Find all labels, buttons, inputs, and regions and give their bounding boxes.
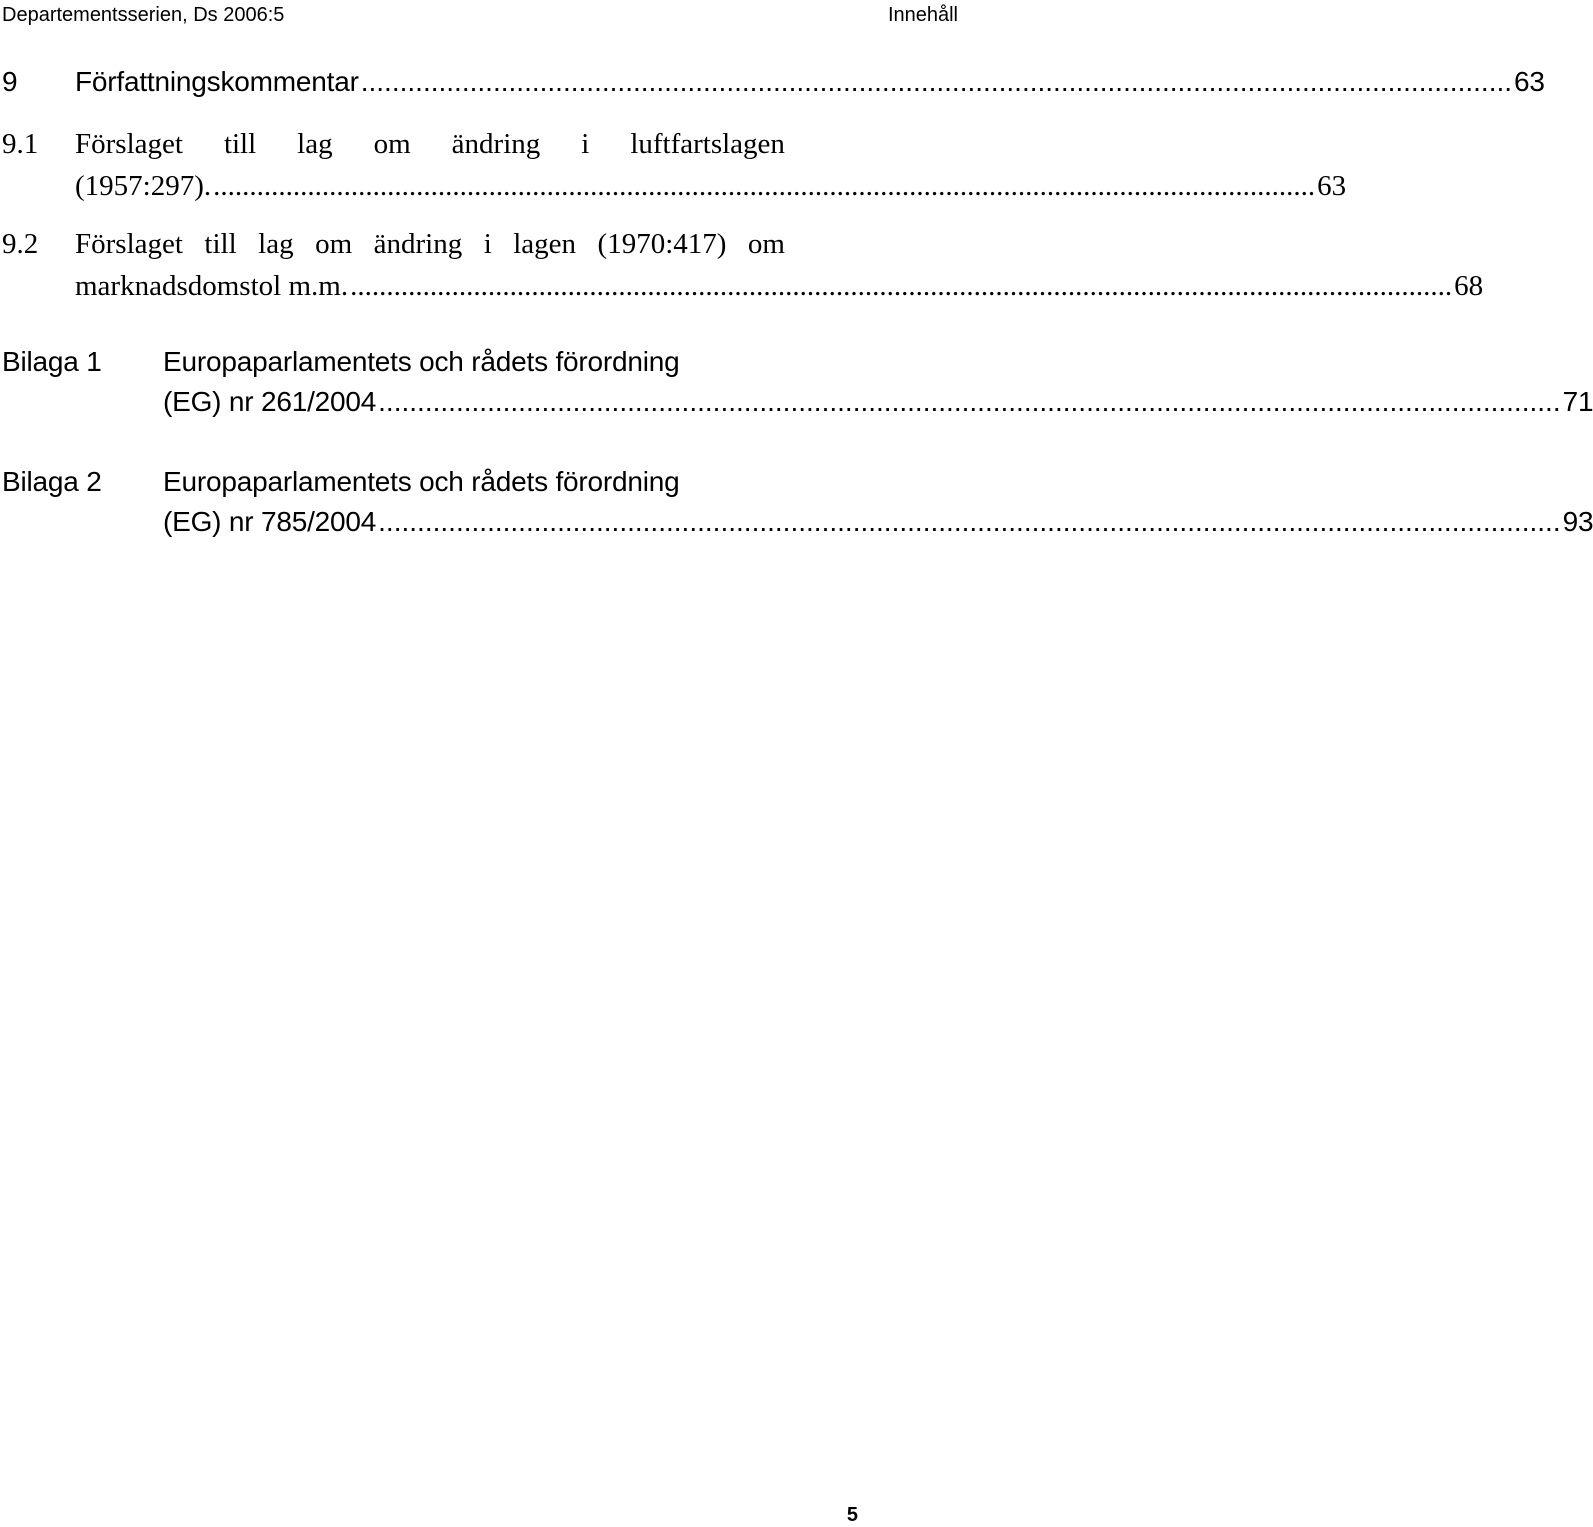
- toc-entry-page: 63: [1514, 66, 1545, 97]
- toc-entry-title-line: [163, 462, 680, 502]
- toc-entry-title-line: [163, 382, 1593, 422]
- toc-entry-title-cont: (1957:297).: [75, 170, 212, 202]
- toc-entry-9-2[interactable]: [0, 224, 1484, 308]
- title-word: lagen: [513, 228, 577, 260]
- toc-entry-title-cont: (EG) nr 785/2004: [163, 506, 377, 537]
- title-word: Förslaget: [75, 228, 183, 260]
- toc-entry-title: Författningskommentar: [75, 66, 359, 97]
- title-word: i: [581, 128, 590, 160]
- title-word: ändring: [373, 228, 463, 260]
- toc-entry-number: 9.2: [2, 228, 39, 260]
- toc-entry-title-justified: [75, 224, 785, 264]
- leader-dots: ........................................................................................................................................................: [213, 170, 1316, 202]
- toc-entry-9-1[interactable]: [0, 124, 1347, 208]
- toc-entry-number: Bilaga 1: [2, 346, 102, 377]
- toc-entry-title: Europaparlamentets och rådets förordning: [163, 346, 680, 377]
- title-word: Förslaget: [75, 128, 183, 160]
- toc-entry-title-line: [75, 224, 785, 264]
- toc-entry-page: 71: [1562, 386, 1593, 417]
- toc-entry-page: 63: [1317, 170, 1347, 202]
- title-word: till: [223, 128, 257, 160]
- title-word: lag: [297, 128, 333, 160]
- title-word: i: [483, 228, 492, 260]
- title-word: om: [747, 228, 785, 260]
- title-word: luftfartslagen: [630, 128, 785, 160]
- leader-dots: ....................................................................................................................................................: [360, 66, 1513, 97]
- page-number: 5: [846, 1504, 858, 1526]
- toc-entry-title: Europaparlamentets och rådets förordning: [163, 466, 680, 497]
- toc-entry-number: 9.1: [2, 128, 39, 160]
- toc-entry-bilaga-1[interactable]: [0, 342, 1593, 426]
- toc-entry-title-line: [75, 62, 1545, 102]
- title-word: (1970:417): [597, 228, 727, 260]
- title-word: om: [315, 228, 353, 260]
- leader-dots: ........................................................................................................................................................: [350, 270, 1453, 302]
- leader-dots: ........................................................................................................................................................: [378, 506, 1561, 537]
- toc-entry-title-line: [75, 124, 785, 164]
- toc-entry-title-line: [75, 166, 1347, 206]
- toc-entry-bilaga-2[interactable]: [0, 462, 1593, 546]
- title-word: om: [373, 128, 411, 160]
- toc-entry-9[interactable]: [0, 62, 1545, 102]
- running-header-section: Innehåll: [887, 4, 958, 26]
- toc-entry-title-line: [163, 502, 1593, 542]
- toc-entry-page: 93: [1562, 506, 1593, 537]
- title-word: lag: [258, 228, 294, 260]
- title-word: ändring: [451, 128, 541, 160]
- toc-entry-page: 68: [1454, 270, 1484, 302]
- toc-entry-title-line: [75, 266, 1484, 306]
- toc-entry-number: 9: [2, 66, 18, 97]
- toc-entry-number: Bilaga 2: [2, 466, 102, 497]
- toc-entry-title-justified: [75, 124, 785, 164]
- title-word: till: [204, 228, 237, 260]
- toc-entry-title-cont: marknadsdomstol m.m.: [75, 270, 349, 302]
- running-header-series: Departementsserien, Ds 2006:5: [2, 4, 285, 26]
- leader-dots: ........................................................................................................................................................: [378, 386, 1561, 417]
- toc-entry-title-line: [163, 342, 680, 382]
- toc-entry-title-cont: (EG) nr 261/2004: [163, 386, 377, 417]
